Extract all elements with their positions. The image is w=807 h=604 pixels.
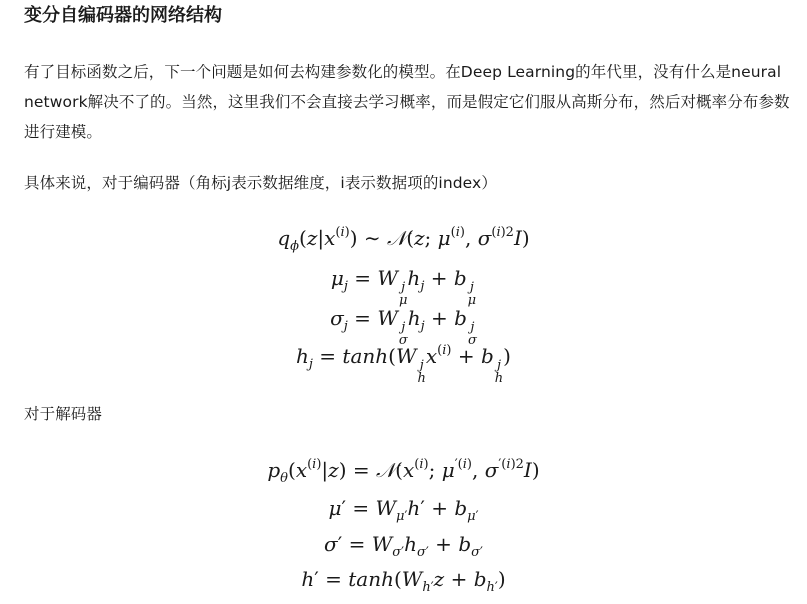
encoder-intro-paragraph: 具体来说，对于编码器（角标j表示数据维度，i表示数据项的index） [24,174,497,192]
encoder-equation-h: $h_j = \tanh(W$ j h $x^{(i)} + b$ j h ) [296,343,511,386]
decoder-equation-h: $h' = \tanh(W_{h'}z + b_{h'})$ [301,567,506,595]
decoder-equation-p: $p_\theta(x^{(i)}|z)$ = $𝒩(x^{(i)}$; $\mu^{'(i)}$, $\sigma^{'(i)2}I$) [267,457,540,486]
decoder-intro-paragraph: 对于解码器 [24,405,103,423]
decoder-equation-sigma: $\sigma' = W_{\sigma'}h_{\sigma'} + b_{\sigma'}$ [324,532,483,560]
decoder-equation-mu: $\mu' = W_{\mu'}h' + b_{\mu'}$ [328,496,479,524]
encoder-equation-mu: $\mu_j = W$ j μ $h_j + b$ j μ [330,266,477,308]
encoder-equation-q: $q_\phi(z|x^{(i)})$ ∼ 𝒩(z; $\mu^{(i)}$, $\sigma^{(i)2}I$) [277,225,530,254]
section-title: 变分自编码器的网络结构 [24,5,222,26]
encoder-equation-sigma: $\sigma_j = W$ j σ $h_j + b$ j σ [330,306,477,348]
intro-paragraph: 有了目标函数之后，下一个问题是如何去构建参数化的模型。在Deep Learning的年代里，没有什么是neural network解决不了的。当然，这里我们不会直接去学习概率，而是假定它们服从高斯分布，然后对概率分布参数进行建模。 [24,63,790,141]
